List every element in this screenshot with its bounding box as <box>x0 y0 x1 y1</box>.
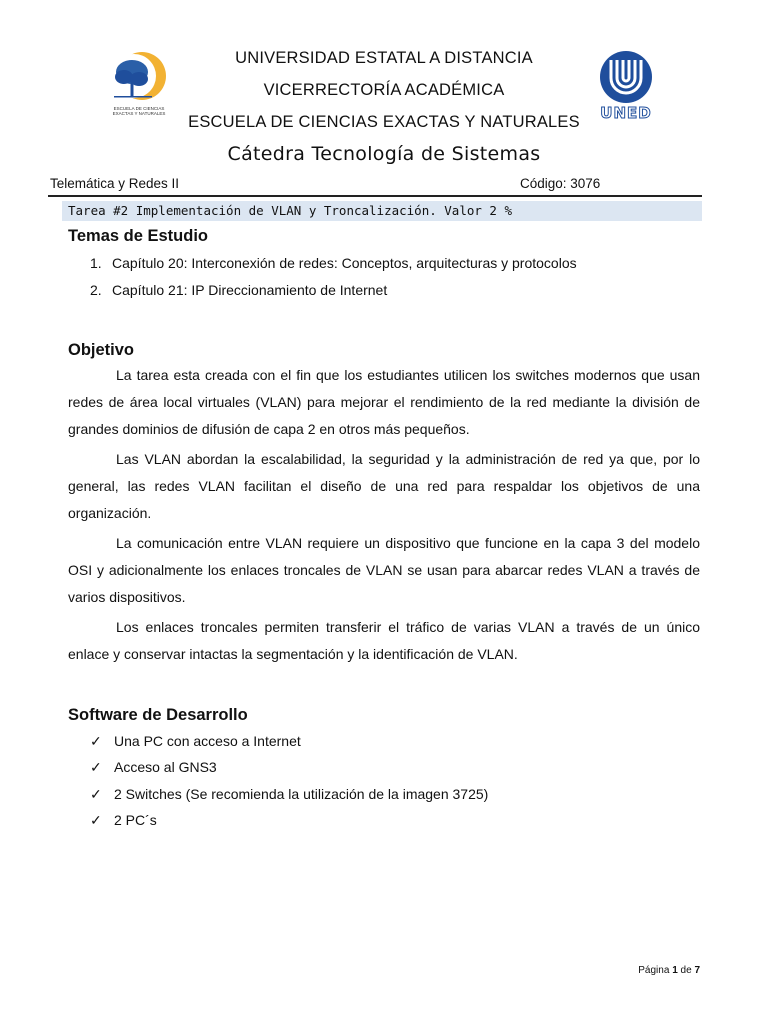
page-total: 7 <box>694 965 700 976</box>
page-current: 1 <box>672 965 678 976</box>
software-item-text: 2 Switches (Se recomienda la utilización de la imagen 3725) <box>114 786 489 802</box>
software-item <box>90 733 301 750</box>
objetivo-heading: Objetivo <box>68 341 135 359</box>
vice-rectorate: VICERRECTORÍA ACADÉMICA <box>263 81 505 99</box>
software-item-text: Acceso al GNS3 <box>114 759 217 775</box>
task-title-band: Tarea #2 Implementación de VLAN y Troncalización. Valor 2 % <box>62 201 702 221</box>
software-item-text: Una PC con acceso a Internet <box>114 733 301 749</box>
objetivo-paragraph: La tarea esta creada con el fin que los estudiantes utilicen los switches modernos que usan redes de área local virtuales (VLAN) para mejorar el rendimiento de la red mediante la división de grandes dominios de difusión de capa 2 en otros más pequeños. <box>68 367 700 437</box>
temas-item-number: 2. <box>90 282 102 298</box>
checkmark-icon: ✓ <box>90 812 102 828</box>
page-of-word: de <box>680 965 692 976</box>
catedra-title: Cátedra Tecnología de Sistemas <box>227 143 541 165</box>
temas-item-number: 1. <box>90 255 102 271</box>
course-code: Código: 3076 <box>520 176 601 191</box>
page-number <box>638 965 700 976</box>
temas-item-text: Capítulo 20: Interconexión de redes: Conceptos, arquitecturas y protocolos <box>112 255 577 271</box>
software-heading: Software de Desarrollo <box>68 706 248 724</box>
school-logo-text: ESCUELA DE CIENCIAS EXACTAS Y NATURALES <box>112 106 166 116</box>
software-item <box>90 786 488 803</box>
header-divider <box>48 195 702 197</box>
temas-item <box>90 282 387 298</box>
temas-heading: Temas de Estudio <box>68 227 208 245</box>
temas-item <box>90 255 577 271</box>
uned-wordmark: UNED <box>600 104 652 122</box>
checkmark-icon: ✓ <box>90 733 102 749</box>
software-item <box>90 812 157 829</box>
software-item-text: 2 PC´s <box>114 812 157 828</box>
objetivo-paragraph: Las VLAN abordan la escalabilidad, la seguridad y la administración de red ya que, por lo general, las redes VLAN facilitan el diseño de una red para respaldar los objetivos de una organización. <box>68 451 700 521</box>
objetivo-paragraph: La comunicación entre VLAN requiere un dispositivo que funcione en la capa 3 del modelo OSI y adicionalmente los enlaces troncales de VLAN se usan para abarcar redes VLAN a través de varios dispositivos. <box>68 535 700 605</box>
temas-item-text: Capítulo 21: IP Direccionamiento de Internet <box>112 282 388 298</box>
checkmark-icon: ✓ <box>90 759 102 775</box>
objetivo-paragraph: Los enlaces troncales permiten transferir el tráfico de varias VLAN a través de un único enlace y conservar intactas la segmentación y la identificación de VLAN. <box>68 619 700 662</box>
page-word: Página <box>638 965 670 976</box>
checkmark-icon: ✓ <box>90 786 102 802</box>
software-item <box>90 759 217 776</box>
university-name: UNIVERSIDAD ESTATAL A DISTANCIA <box>235 49 533 67</box>
course-name: Telemática y Redes II <box>50 176 180 191</box>
school-name: ESCUELA DE CIENCIAS EXACTAS Y NATURALES <box>188 113 580 131</box>
